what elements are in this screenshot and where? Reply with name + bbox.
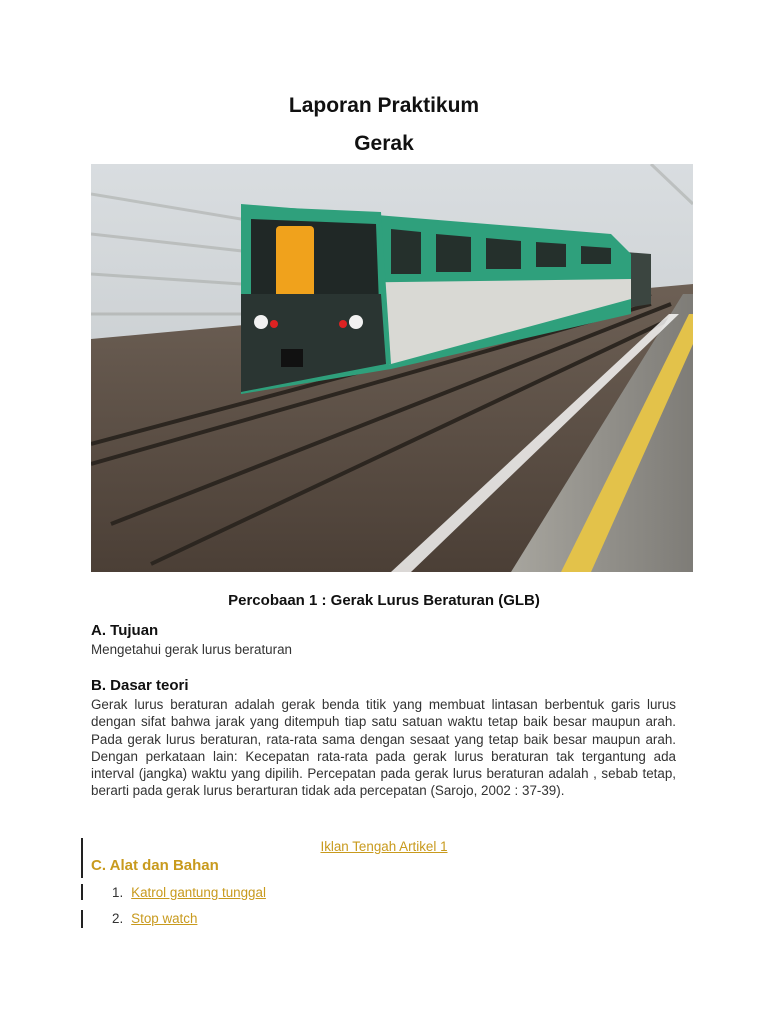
item-link[interactable]: Stop watch <box>131 911 198 926</box>
list-number: 1. <box>112 885 124 900</box>
cursor-bar <box>81 910 83 928</box>
list-item <box>112 911 197 926</box>
section-a-text: Mengetahui gerak lurus beraturan <box>91 642 292 657</box>
document-title: Laporan Praktikum <box>288 94 480 117</box>
section-b-heading: B. Dasar teori <box>91 677 189 694</box>
section-a-heading: A. Tujuan <box>91 622 159 639</box>
list-number: 2. <box>112 911 124 926</box>
ad-link[interactable]: Iklan Tengah Artikel 1 <box>320 839 448 854</box>
cursor-bar <box>81 884 83 900</box>
cursor-bar <box>81 838 83 878</box>
experiment-title: Percobaan 1 : Gerak Lurus Beraturan (GLB) <box>228 592 540 609</box>
train-photo <box>91 164 693 572</box>
list-item <box>112 885 266 900</box>
section-c-heading: C. Alat dan Bahan <box>91 857 219 874</box>
document-subtitle: Gerak <box>354 132 414 155</box>
section-b-text: Gerak lurus beraturan adalah gerak benda titik yang membuat lintasan berbentuk garis lurus dengan sifat bahwa jarak yang ditempuh tiap satu satuan waktu tetap baik besar maupun arah. Pada gerak lurus beraturan, rata-rata sama dengan sesaat yang tetap baik besar maupun arah. Dengan perkataan lain: Kecepatan rata-rata pada gerak lurus beraturan tak tergantung ada interval (jangka) waktu yang dipilih. Percepatan pada gerak lurus beraturan adalah , sebab tetap, berarti pada gerak lurus berarturan tidak ada percepatan (Sarojo, 2002 : 37-39). <box>91 697 676 799</box>
item-link[interactable]: Katrol gantung tunggal <box>131 885 266 900</box>
